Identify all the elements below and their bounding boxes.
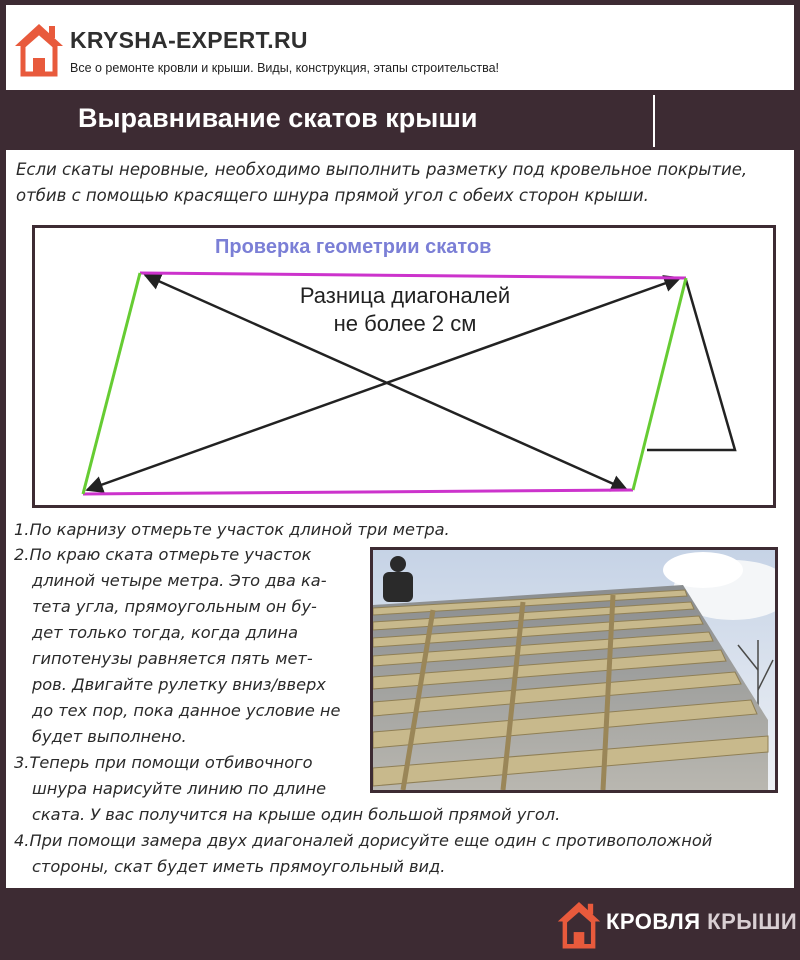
site-subtitle: Все о ремонте кровли и крыши. Виды, конструкция, этапы строительства! — [70, 61, 500, 75]
intro-text: Если скаты неровные, необходимо выполнить разметку под кровельное покрытие, отбив с помощью красящего шнура прямой угол с обеих сторон крыши. — [16, 160, 748, 205]
diagram-drawing — [35, 228, 773, 505]
step-2-line-5: гипотенузы равняется пять мет- — [32, 649, 313, 668]
roof-battens-photo — [370, 547, 778, 793]
left-slope-edge — [83, 273, 140, 494]
step-2-line-7: до тех пор, пока данное условие не — [32, 701, 341, 720]
step-2-line-2: длиной четыре метра. Это два ка- — [32, 571, 327, 590]
step-2-line-8: будет выполнено. — [32, 727, 187, 746]
diagonal-line-2 — [87, 278, 680, 490]
site-title[interactable]: KRYSHA-EXPERT.RU — [70, 27, 308, 53]
step-2-line-3: тета угла, прямоугольным он бу- — [32, 597, 317, 616]
footer-brand-text — [606, 909, 797, 935]
diagram-caption-line1: Разница диагоналей — [299, 283, 511, 308]
roof-photo-illustration — [373, 550, 775, 790]
step-3-line-1: 3.Теперь при помощи отбивочного — [14, 753, 313, 772]
gable-outline — [647, 280, 735, 450]
step-1-line-1: 1.По карнизу отмерьте участок длиной три метра. — [14, 520, 450, 539]
step-4-line-1: 4.При помощи замера двух диагоналей дорисуйте еще один с противоположной — [14, 831, 713, 850]
step-4-line-2: стороны, скат будет иметь прямоугольный вид. — [32, 857, 446, 876]
step-2-line-1: 2.По краю ската отмерьте участок — [14, 545, 312, 564]
content-card — [6, 5, 794, 888]
house-icon[interactable] — [13, 22, 65, 78]
step-2-line-4: дет только тогда, когда длина — [32, 623, 299, 642]
eave-edge — [83, 490, 633, 494]
step-4 — [14, 828, 712, 880]
footer-brand-word2: КРЫШИ — [707, 909, 798, 934]
right-slope-edge — [633, 278, 686, 490]
geometry-diagram — [32, 225, 776, 508]
diagram-caption-line2: не более 2 см — [333, 311, 477, 336]
step-3-line-3: ската. У вас получится на крыше один большой прямой угол. — [32, 805, 561, 824]
footer-brand-word1: КРОВЛЯ — [606, 909, 701, 934]
footer-brand[interactable] — [556, 900, 798, 950]
ridge-edge — [140, 273, 686, 278]
diagram-heading: Проверка геометрии скатов — [215, 236, 492, 258]
step-2 — [14, 542, 340, 750]
site-header — [6, 5, 794, 90]
step-3-line-2: шнура нарисуйте линию по длине — [32, 779, 327, 798]
step-1 — [14, 517, 450, 543]
house-icon — [556, 900, 602, 950]
page-title: Выравнивание скатов крыши — [78, 103, 478, 133]
step-2-line-6: ров. Двигайте рулетку вниз/вверх — [32, 675, 326, 694]
